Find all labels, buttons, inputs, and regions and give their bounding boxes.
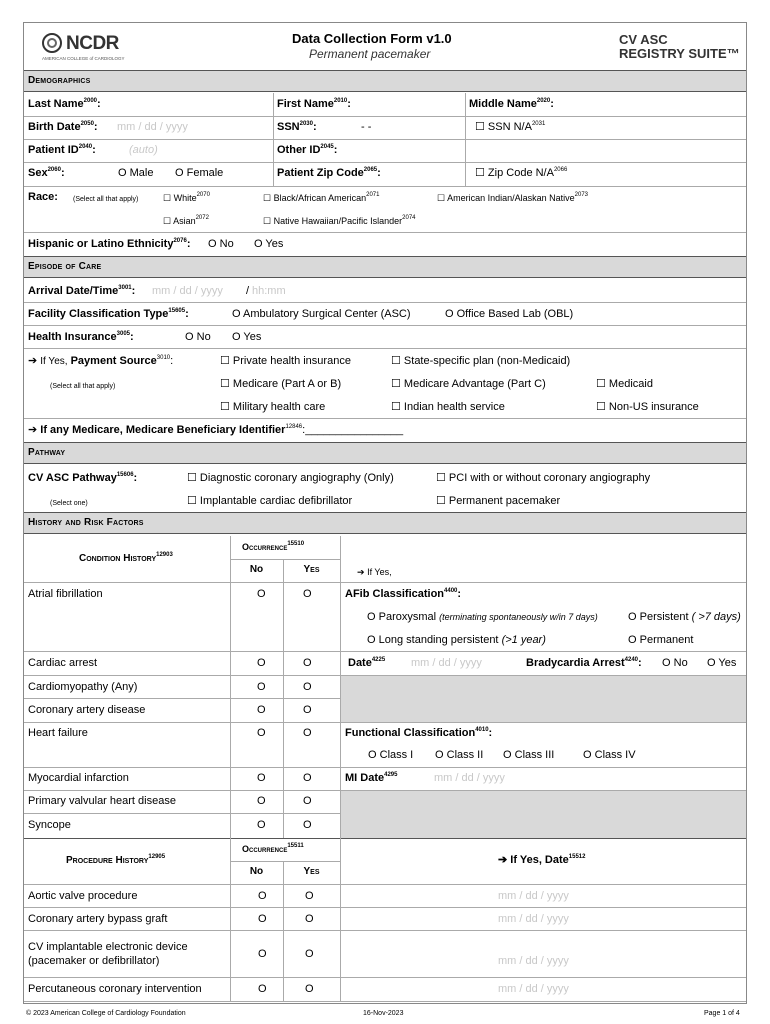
middle-name-label: Middle Name$^{2020}$:: [469, 98, 554, 110]
col-no: No: [249, 564, 264, 575]
form-subtitle: Permanent pacemaker: [309, 47, 431, 61]
ssn-field[interactable]: - -: [361, 121, 372, 133]
afib-longstanding-radio[interactable]: O Long standing persistent (>1 year): [367, 634, 546, 646]
section-history: History and Risk Factors: [24, 512, 746, 534]
race-amind-checkbox[interactable]: ☐ American Indian/Alaskan Native$^{2073}$: [437, 192, 589, 203]
procedure-row-label: Aortic valve procedure: [28, 890, 138, 902]
procedure-history-header: Procedure History$^{12905}$: [66, 854, 166, 866]
condition-no-radio[interactable]: O: [257, 819, 266, 831]
brady-label: Bradycardia Arrest$^{4240}$:: [526, 657, 642, 669]
procedure-date-field[interactable]: mm / dd / yyyy: [498, 955, 569, 967]
brady-yes-radio[interactable]: O Yes: [707, 657, 737, 669]
sex-label: Sex$^{2060}$:: [28, 167, 65, 179]
insurance-label: Health Insurance$^{3005}$:: [28, 331, 134, 343]
procedure-date-field[interactable]: mm / dd / yyyy: [498, 890, 569, 902]
func-class-3-radio[interactable]: O Class III: [503, 749, 555, 761]
pathway-pci-checkbox[interactable]: ☐ PCI with or without coronary angiography: [436, 472, 651, 484]
ncdr-logo: [42, 31, 132, 65]
condition-history-header: Condition History$^{12903}$: [79, 552, 173, 564]
ssn-label: $SSN^{2030}$:: [277, 121, 317, 133]
mi-date-label: MI Date$^{4295}$: [345, 772, 398, 784]
first-name-label: First Name$^{2010}$:: [277, 98, 351, 110]
func-class-4-radio[interactable]: O Class IV: [583, 749, 636, 761]
occurrence-header: Occurrence$^{15510}$: [242, 541, 305, 552]
patient-id-field[interactable]: (auto): [129, 144, 158, 156]
condition-yes-radio[interactable]: O: [303, 657, 312, 669]
procedure-no-radio[interactable]: O: [258, 983, 267, 995]
procedure-row-label: Percutaneous coronary intervention: [28, 983, 202, 995]
col-yes: Yes: [303, 564, 320, 575]
facility-obl-radio[interactable]: O Office Based Lab (OBL): [445, 308, 574, 320]
pay-state-checkbox[interactable]: ☐ State-specific plan (non-Medicaid): [391, 355, 571, 367]
other-id-label: Other $ID^{2045}$:: [277, 144, 338, 156]
arrow-right-icon: ➔: [498, 854, 508, 866]
payment-note: (Select all that apply): [50, 383, 116, 390]
condition-no-radio[interactable]: O: [257, 795, 266, 807]
insurance-no-radio[interactable]: O No: [185, 331, 211, 343]
birth-date-field[interactable]: mm / dd / yyyy: [117, 121, 188, 133]
col-yes-2: Yes: [303, 866, 320, 877]
procedure-yes-radio[interactable]: O: [305, 948, 314, 960]
arrest-date-field[interactable]: mm / dd / yyyy: [411, 657, 482, 669]
insurance-yes-radio[interactable]: O Yes: [232, 331, 262, 343]
sex-female-radio[interactable]: O Female: [175, 167, 224, 179]
condition-no-radio[interactable]: O: [257, 704, 266, 716]
condition-yes-radio[interactable]: O: [303, 795, 312, 807]
procedure-yes-radio[interactable]: O: [305, 983, 314, 995]
pay-nonus-checkbox[interactable]: ☐ Non-US insurance: [596, 401, 699, 413]
procedure-yes-radio[interactable]: O: [305, 913, 314, 925]
procedure-no-radio[interactable]: O: [258, 890, 267, 902]
arrival-label: Arrival Date/Time$^{3001}$:: [28, 285, 136, 297]
arrow-right-icon: ➔: [357, 567, 365, 577]
col-no-2: No: [249, 866, 264, 877]
patient-id-label: Patient $ID^{2040}$:: [28, 144, 96, 156]
condition-yes-radio[interactable]: O: [303, 588, 312, 600]
arrival-slash: /: [246, 285, 250, 297]
zip-na-checkbox[interactable]: ☐ Zip Code $N/A^{2066}$: [475, 167, 568, 179]
pathway-icd-checkbox[interactable]: ☐ Implantable cardiac defibrillator: [187, 495, 353, 507]
procedure-no-radio[interactable]: O: [258, 948, 267, 960]
occurrence-header-2: Occurrence$^{15511}$: [242, 843, 304, 854]
func-class-label: Functional Classification$^{4010}$:: [345, 727, 493, 739]
mi-date-field[interactable]: mm / dd / yyyy: [434, 772, 505, 784]
sex-male-radio[interactable]: O Male: [118, 167, 154, 179]
pathway-diag-checkbox[interactable]: ☐ Diagnostic coronary angiography (Only): [187, 472, 394, 484]
condition-no-radio[interactable]: O: [257, 657, 266, 669]
section-demographics: Demographics: [24, 70, 746, 92]
last-name-label: Last Name$^{2000}$:: [28, 98, 101, 110]
proc-if-yes-date-label: ➔ If Yes, Date$^{15512}$: [498, 854, 586, 866]
condition-yes-radio[interactable]: O: [303, 704, 312, 716]
condition-no-radio[interactable]: O: [257, 772, 266, 784]
logo-subtext: AMERICAN COLLEGE of CARDIOLOGY: [42, 56, 125, 61]
pay-private-checkbox[interactable]: ☐ Private health insurance: [220, 355, 351, 367]
race-note: (Select all that apply): [73, 196, 139, 203]
arrival-time-field[interactable]: hh:mm: [252, 285, 286, 297]
condition-yes-radio[interactable]: O: [303, 727, 312, 739]
afib-paroxysmal-radio[interactable]: O Paroxysmal (terminating spontaneously w/in 7 days): [367, 611, 598, 623]
condition-row-label: Primary valvular heart disease: [28, 795, 176, 807]
procedure-date-field[interactable]: mm / dd / yyyy: [498, 983, 569, 995]
afib-label: AFib Classification$^{4400}$:: [345, 588, 462, 600]
payment-label: ➔ If Yes, Payment Source$^{3010}$:: [28, 355, 174, 367]
arrest-date-label: Date$^{4225}$: [348, 657, 386, 669]
pathway-note: (Select one): [50, 500, 88, 507]
facility-asc-radio[interactable]: O Ambulatory Surgical Center (ASC): [232, 308, 411, 320]
hispanic-label: Hispanic or Latino Ethnicity$^{2076}$:: [28, 238, 191, 250]
ssn-na-checkbox[interactable]: ☐ SSN $N/A^{2031}$: [475, 121, 546, 133]
condition-yes-radio[interactable]: O: [303, 819, 312, 831]
race-nhpi-checkbox[interactable]: ☐ Native Hawaiian/Pacific Islander$^{2074}$: [263, 215, 416, 226]
condition-no-radio[interactable]: O: [257, 588, 266, 600]
pathway-ppm-checkbox[interactable]: ☐ Permanent pacemaker: [436, 495, 561, 507]
afib-permanent-radio[interactable]: O Permanent: [628, 634, 694, 646]
form-title: Data Collection Form v1.0: [292, 31, 452, 46]
section-episode-of-care: Episode of Care: [24, 256, 746, 278]
condition-no-radio[interactable]: O: [257, 681, 266, 693]
logo-text: NCDR: [66, 33, 119, 54]
suite-line-2: REGISTRY SUITE™: [619, 46, 740, 61]
condition-row-label: Syncope: [28, 819, 71, 831]
condition-row-label: Cardiomyopathy (Any): [28, 681, 138, 693]
procedure-no-radio[interactable]: O: [258, 913, 267, 925]
logo-emblem-icon: [42, 33, 62, 53]
footer-copyright: © 2023 American College of Cardiology Foundation: [26, 1010, 186, 1017]
pay-medicaid-checkbox[interactable]: ☐ Medicaid: [596, 378, 653, 390]
brady-no-radio[interactable]: O No: [662, 657, 688, 669]
section-pathway: Pathway: [24, 442, 746, 464]
hispanic-yes-radio[interactable]: O Yes: [254, 238, 284, 250]
arrow-right-icon: ➔: [28, 424, 38, 436]
condition-row-label: Coronary artery disease: [28, 704, 146, 716]
condition-no-radio[interactable]: O: [257, 727, 266, 739]
pay-indian-checkbox[interactable]: ☐ Indian health service: [391, 401, 505, 413]
procedure-row-label: CV implantable electronic device: [28, 941, 188, 953]
func-class-1-radio[interactable]: O Class I: [368, 749, 414, 761]
race-label: Race:: [28, 191, 58, 203]
pay-medicare-checkbox[interactable]: ☐ Medicare (Part A or B): [220, 378, 342, 390]
arrival-date-field[interactable]: mm / dd / yyyy: [152, 285, 223, 297]
pay-military-checkbox[interactable]: ☐ Military health care: [220, 401, 326, 413]
hispanic-no-radio[interactable]: O No: [208, 238, 234, 250]
condition-row-label: Heart failure: [28, 727, 88, 739]
race-asian-checkbox[interactable]: ☐ Asian$^{2072}$: [163, 215, 209, 226]
arrow-right-icon: ➔: [28, 355, 38, 367]
condition-yes-radio[interactable]: O: [303, 772, 312, 784]
condition-row-label: Atrial fibrillation: [28, 588, 103, 600]
procedure-row-label-2: (pacemaker or defibrillator): [28, 955, 160, 967]
condition-row-label: Cardiac arrest: [28, 657, 98, 669]
race-black-checkbox[interactable]: ☐ Black/African American$^{2071}$: [263, 192, 380, 203]
footer-page: Page 1 of 4: [704, 1010, 740, 1017]
procedure-yes-radio[interactable]: O: [305, 890, 314, 902]
procedure-row-label: Coronary artery bypass graft: [28, 913, 168, 925]
race-white-checkbox[interactable]: ☐ White$^{2070}$: [163, 192, 210, 203]
afib-persistent-radio[interactable]: O Persistent ( >7 days): [628, 611, 741, 623]
condition-row-label: Myocardial infarction: [28, 772, 129, 784]
footer-date: 16-Nov-2023: [363, 1010, 404, 1017]
pay-advantage-checkbox[interactable]: ☐ Medicare Advantage (Part C): [391, 378, 546, 390]
procedure-date-field[interactable]: mm / dd / yyyy: [498, 913, 569, 925]
func-class-2-radio[interactable]: O Class II: [435, 749, 484, 761]
birth-date-label: Birth Date$^{2050}$:: [28, 121, 98, 133]
mbi-label: ➔ If any Medicare, Medicare Beneficiary Identifier$^{12846}$:________________: [28, 424, 404, 436]
pathway-label: CV ASC Pathway$^{15606}$:: [28, 472, 138, 484]
facility-label: Facility Classification Type$^{15605}$:: [28, 308, 189, 320]
if-yes-label: ➔ If Yes,: [357, 567, 392, 577]
condition-yes-radio[interactable]: O: [303, 681, 312, 693]
zip-label: Patient Zip Code$^{2065}$:: [277, 167, 381, 179]
suite-line-1: CV ASC: [619, 32, 668, 47]
